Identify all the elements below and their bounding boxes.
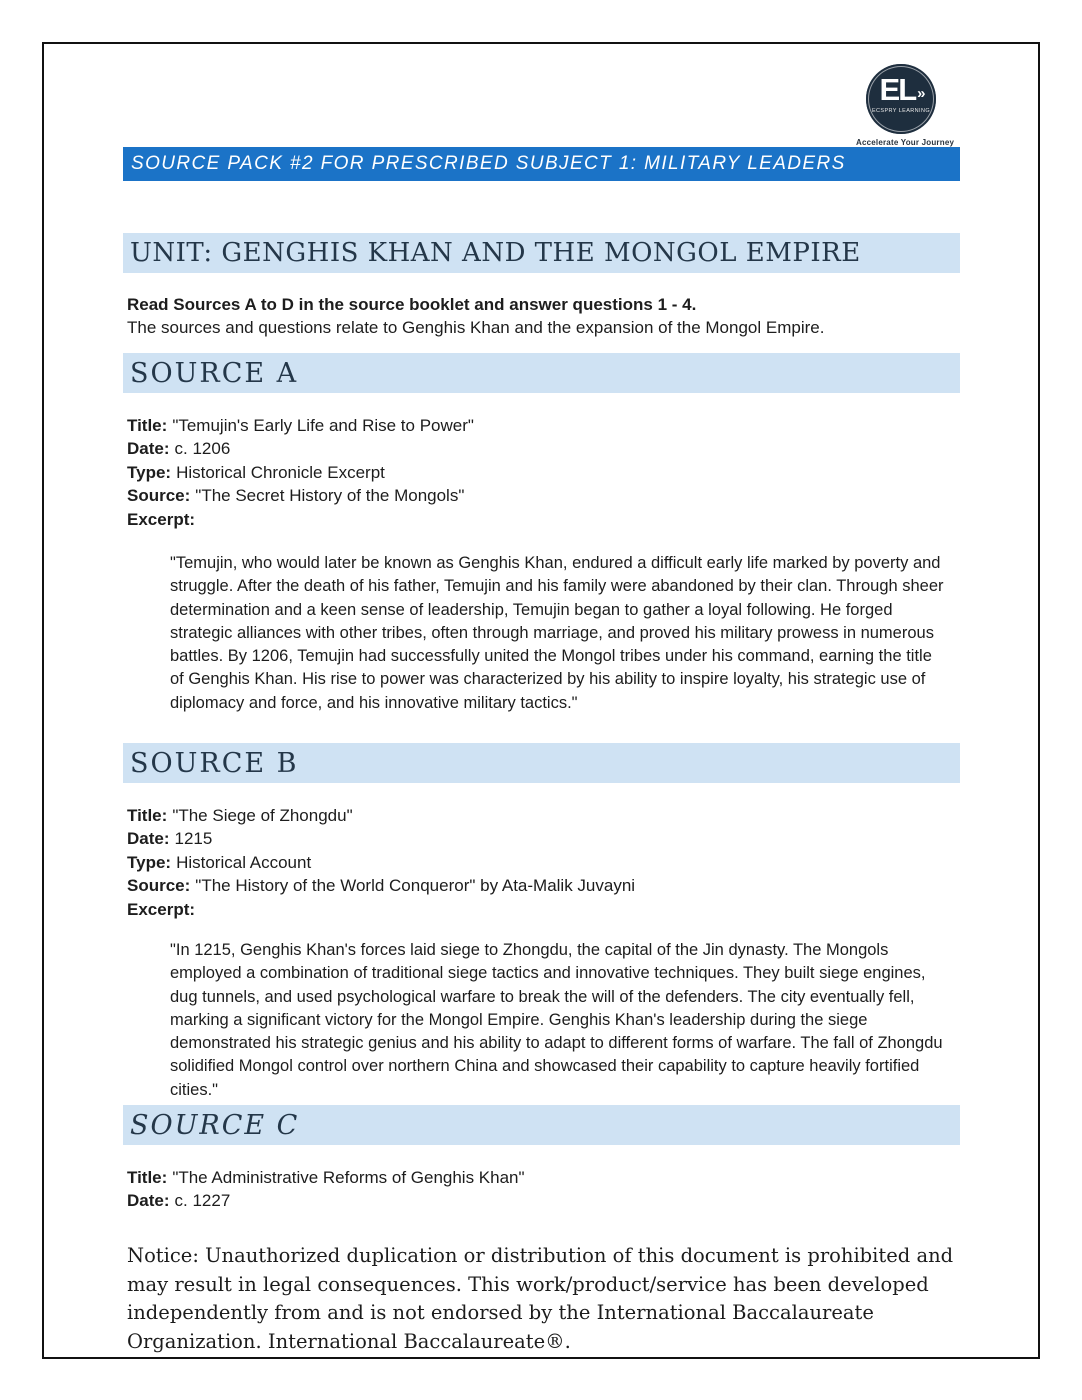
field-label: Type: — [127, 462, 172, 482]
meta-line-excerpt — [127, 898, 967, 921]
source-pack-banner-text: SOURCE PACK #2 FOR PRESCRIBED SUBJECT 1: MILITARY LEADERS — [131, 153, 846, 174]
meta-line-date — [127, 437, 967, 460]
logo-initials-text: EL — [879, 72, 916, 107]
source-c-heading — [123, 1105, 960, 1145]
source-pack-banner — [123, 147, 960, 181]
logo-initials — [866, 74, 936, 109]
field-value: c. 1227 — [174, 1191, 231, 1211]
meta-line-source — [127, 484, 967, 507]
logo — [856, 64, 955, 147]
intro-instruction: Read Sources A to D in the source booklet and answer questions 1 - 4. — [127, 295, 697, 314]
field-label: Source: — [127, 876, 191, 896]
field-value: "Temujin's Early Life and Rise to Power" — [172, 416, 474, 435]
meta-line-type — [127, 851, 967, 874]
unit-heading-text: UNIT: GENGHIS KHAN AND THE MONGOL EMPIRE — [130, 238, 861, 268]
meta-line-date — [127, 1189, 967, 1212]
field-value: c. 1206 — [174, 439, 231, 459]
unit-heading — [123, 233, 960, 273]
intro-description: The sources and questions relate to Genghis Khan and the expansion of the Mongol Empire. — [127, 318, 825, 337]
field-label: Title: — [127, 1168, 168, 1187]
logo-brand-name: ECSPRY LEARNING — [871, 108, 931, 114]
source-a-heading-text: SOURCE A — [130, 357, 299, 389]
source-a-heading — [123, 353, 960, 393]
document-page — [42, 42, 1040, 1359]
meta-line-title — [127, 1166, 967, 1189]
meta-line-source — [127, 874, 967, 897]
logo-circle — [866, 64, 936, 134]
field-label: Date: — [127, 1191, 170, 1211]
field-value: Historical Chronicle Excerpt — [176, 462, 385, 482]
field-label: Excerpt: — [127, 899, 196, 919]
source-a-metadata — [127, 414, 967, 531]
field-label: Excerpt: — [127, 509, 196, 529]
meta-line-date — [127, 827, 967, 850]
field-value: 1215 — [174, 829, 213, 849]
meta-line-type — [127, 461, 967, 484]
copyright-notice: Notice: Unauthorized duplication or distribution of this document is prohibited and may result in legal consequences. This work/product/service has been developed independently from and is not endorsed by the International Baccalaureate Organization. International Baccalaureate®. — [127, 1244, 954, 1353]
meta-line-title — [127, 804, 967, 827]
field-label: Date: — [127, 829, 170, 849]
chevrons-icon: » — [917, 85, 923, 102]
logo-tagline: Accelerate Your Journey — [856, 138, 955, 147]
field-value: Historical Account — [176, 852, 312, 872]
source-c-heading-text: SOURCE C — [130, 1109, 300, 1141]
source-b-metadata — [127, 804, 967, 921]
field-value: "The Administrative Reforms of Genghis Khan" — [172, 1168, 525, 1187]
source-b-heading — [123, 743, 960, 783]
field-label: Title: — [127, 416, 168, 435]
field-value: "The History of the World Conqueror" by Ata-Malik Juvayni — [195, 876, 636, 896]
source-b-excerpt: "In 1215, Genghis Khan's forces laid siege to Zhongdu, the capital of the Jin dynasty. The Mongols employed a combination of traditional siege tactics and innovative techniques. They built siege engines, dug tunnels, and used psychological warfare to break the will of the defenders. The city eventually fell, marking a significant victory for the Mongol Empire. Genghis Khan's leadership during the siege demonstrated his strategic genius and his ability to adapt to different forms of warfare. The fall of Zhongdu solidified Mongol control over northern China and showcased their capability to capture heavily fortified cities." — [170, 941, 943, 1099]
source-c-metadata — [127, 1166, 967, 1213]
field-label: Title: — [127, 806, 168, 825]
source-b-heading-text: SOURCE B — [130, 747, 299, 779]
field-label: Type: — [127, 852, 172, 872]
field-value: "The Secret History of the Mongols" — [195, 486, 465, 506]
meta-line-title — [127, 414, 967, 437]
field-value: "The Siege of Zhongdu" — [172, 806, 353, 825]
intro-block — [127, 293, 967, 339]
source-a-excerpt: "Temujin, who would later be known as Genghis Khan, endured a difficult early life marked by poverty and struggle. After the death of his father, Temujin and his family were abandoned by their clan. Through sheer determination and a keen sense of leadership, Temujin began to gather a loyal following. He forged strategic alliances with other tribes, often through marriage, and proved his military prowess in numerous battles. By 1206, Temujin had successfully united the Mongol tribes under his command, earning the title of Genghis Khan. His rise to power was characterized by his ability to inspire loyalty, his strategic use of diplomacy and force, and his innovative military tactics." — [170, 554, 944, 712]
field-label: Source: — [127, 486, 191, 506]
field-label: Date: — [127, 439, 170, 459]
meta-line-excerpt — [127, 508, 967, 531]
